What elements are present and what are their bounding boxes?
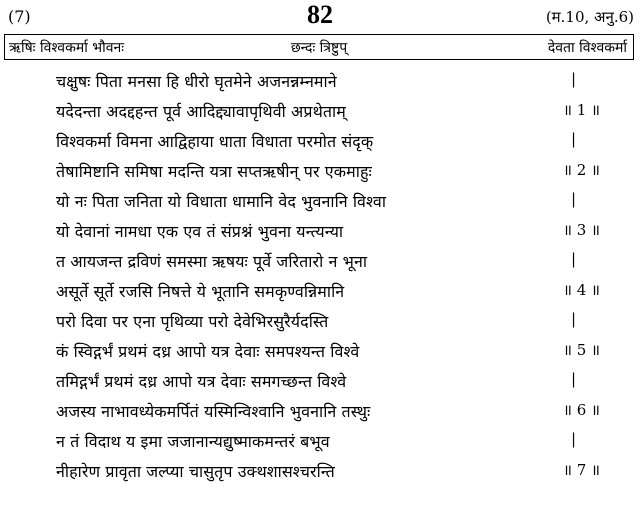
rishi-label: ऋषिः विश्वकर्मा भौवनः [9,40,125,56]
devata-label: देवता विश्वकर्मा [547,40,627,56]
chandas-label: छन्दः त्रिष्टुप् [290,40,348,56]
verse-line [0,214,640,244]
verse-line [0,244,640,274]
verse-line [0,64,640,94]
verse-line [0,184,640,214]
danda-mark: | [570,370,576,388]
verse-line [0,304,640,334]
verse-line [0,454,640,484]
verse-line [0,334,640,364]
verse-number: ॥ 7 ॥ [562,461,600,479]
verse-line [0,364,640,394]
danda-mark: | [570,250,576,268]
verse-text: यो देवानां नामधा एक एव तं संप्रश्नं भुवना यन्त्यन्या [56,222,344,241]
verse-text: तेषामिष्टानि समिषा मदन्ति यत्रा सप्तऋषीन् पर एकमाहुः [56,162,372,181]
verse-text: परो दिवा पर एना पृथिव्या परो देवेभिरसुरैर्यदस्ति [56,312,329,331]
sukta-number: (7) [8,7,31,26]
verse-text: तमिद्गर्भं प्रथमं दध्र आपो यत्र देवाः समगच्छन्त विश्वे [56,372,347,391]
verse-text: यदेदन्ता अदद्दहन्त पूर्व आदिद्द्यावापृथिवी अप्रथेताम् [56,102,346,121]
verse-text: असूर्ते सूर्ते रजसि निषत्ते ये भूतानि समकृण्वन्निमानि [56,282,345,301]
verse-number: ॥ 3 ॥ [562,221,600,239]
verse-text: त आयजन्त द्रविणं समस्मा ऋषयः पूर्वे जरितारो न भूना [56,252,368,271]
verse-text: कं स्विद्गर्भं प्रथमं दध्र आपो यत्र देवाः समपश्यन्त विश्वे [56,342,360,361]
danda-mark: | [570,430,576,448]
verse-line [0,394,640,424]
verse-line [0,424,640,454]
verse-text: यो नः पिता जनिता यो विधाता धामानि वेद भुवनानि विश्वा [56,192,387,211]
danda-mark: | [570,130,576,148]
page-header [0,0,640,34]
hymn-number: 82 [307,0,333,29]
hymn-info-box [4,34,634,60]
verse-number: ॥ 1 ॥ [562,101,600,119]
verse-number: ॥ 5 ॥ [562,341,600,359]
verse-line [0,274,640,304]
verse-number: ॥ 6 ॥ [562,401,600,419]
danda-mark: | [570,70,576,88]
verse-line [0,154,640,184]
verse-text: चक्षुषः पिता मनसा हि धीरो घृतमेने अजनन्नम्नमाने [56,72,337,91]
verse-line [0,124,640,154]
verse-text: न तं विदाथ य इमा जजानान्यद्युष्माकमन्तरं बभूव [56,432,330,451]
verse-line [0,94,640,124]
verse-text: नीहारेण प्रावृता जल्प्या चासुतृप उक्थशासश्चरन्ति [56,462,335,481]
verse-text: विश्वकर्मा विमना आद्विहाया धाता विधाता परमोत संदृक् [56,132,374,151]
verse-text: अजस्य नाभावध्येकमर्पितं यस्मिन्विश्वानि भुवनानि तस्थुः [56,402,371,421]
verse-list [0,64,640,484]
verse-number: ॥ 4 ॥ [562,281,600,299]
mandala-reference: (म.10, अनु.6) [545,8,634,26]
danda-mark: | [570,190,576,208]
verse-number: ॥ 2 ॥ [562,161,600,179]
danda-mark: | [570,310,576,328]
